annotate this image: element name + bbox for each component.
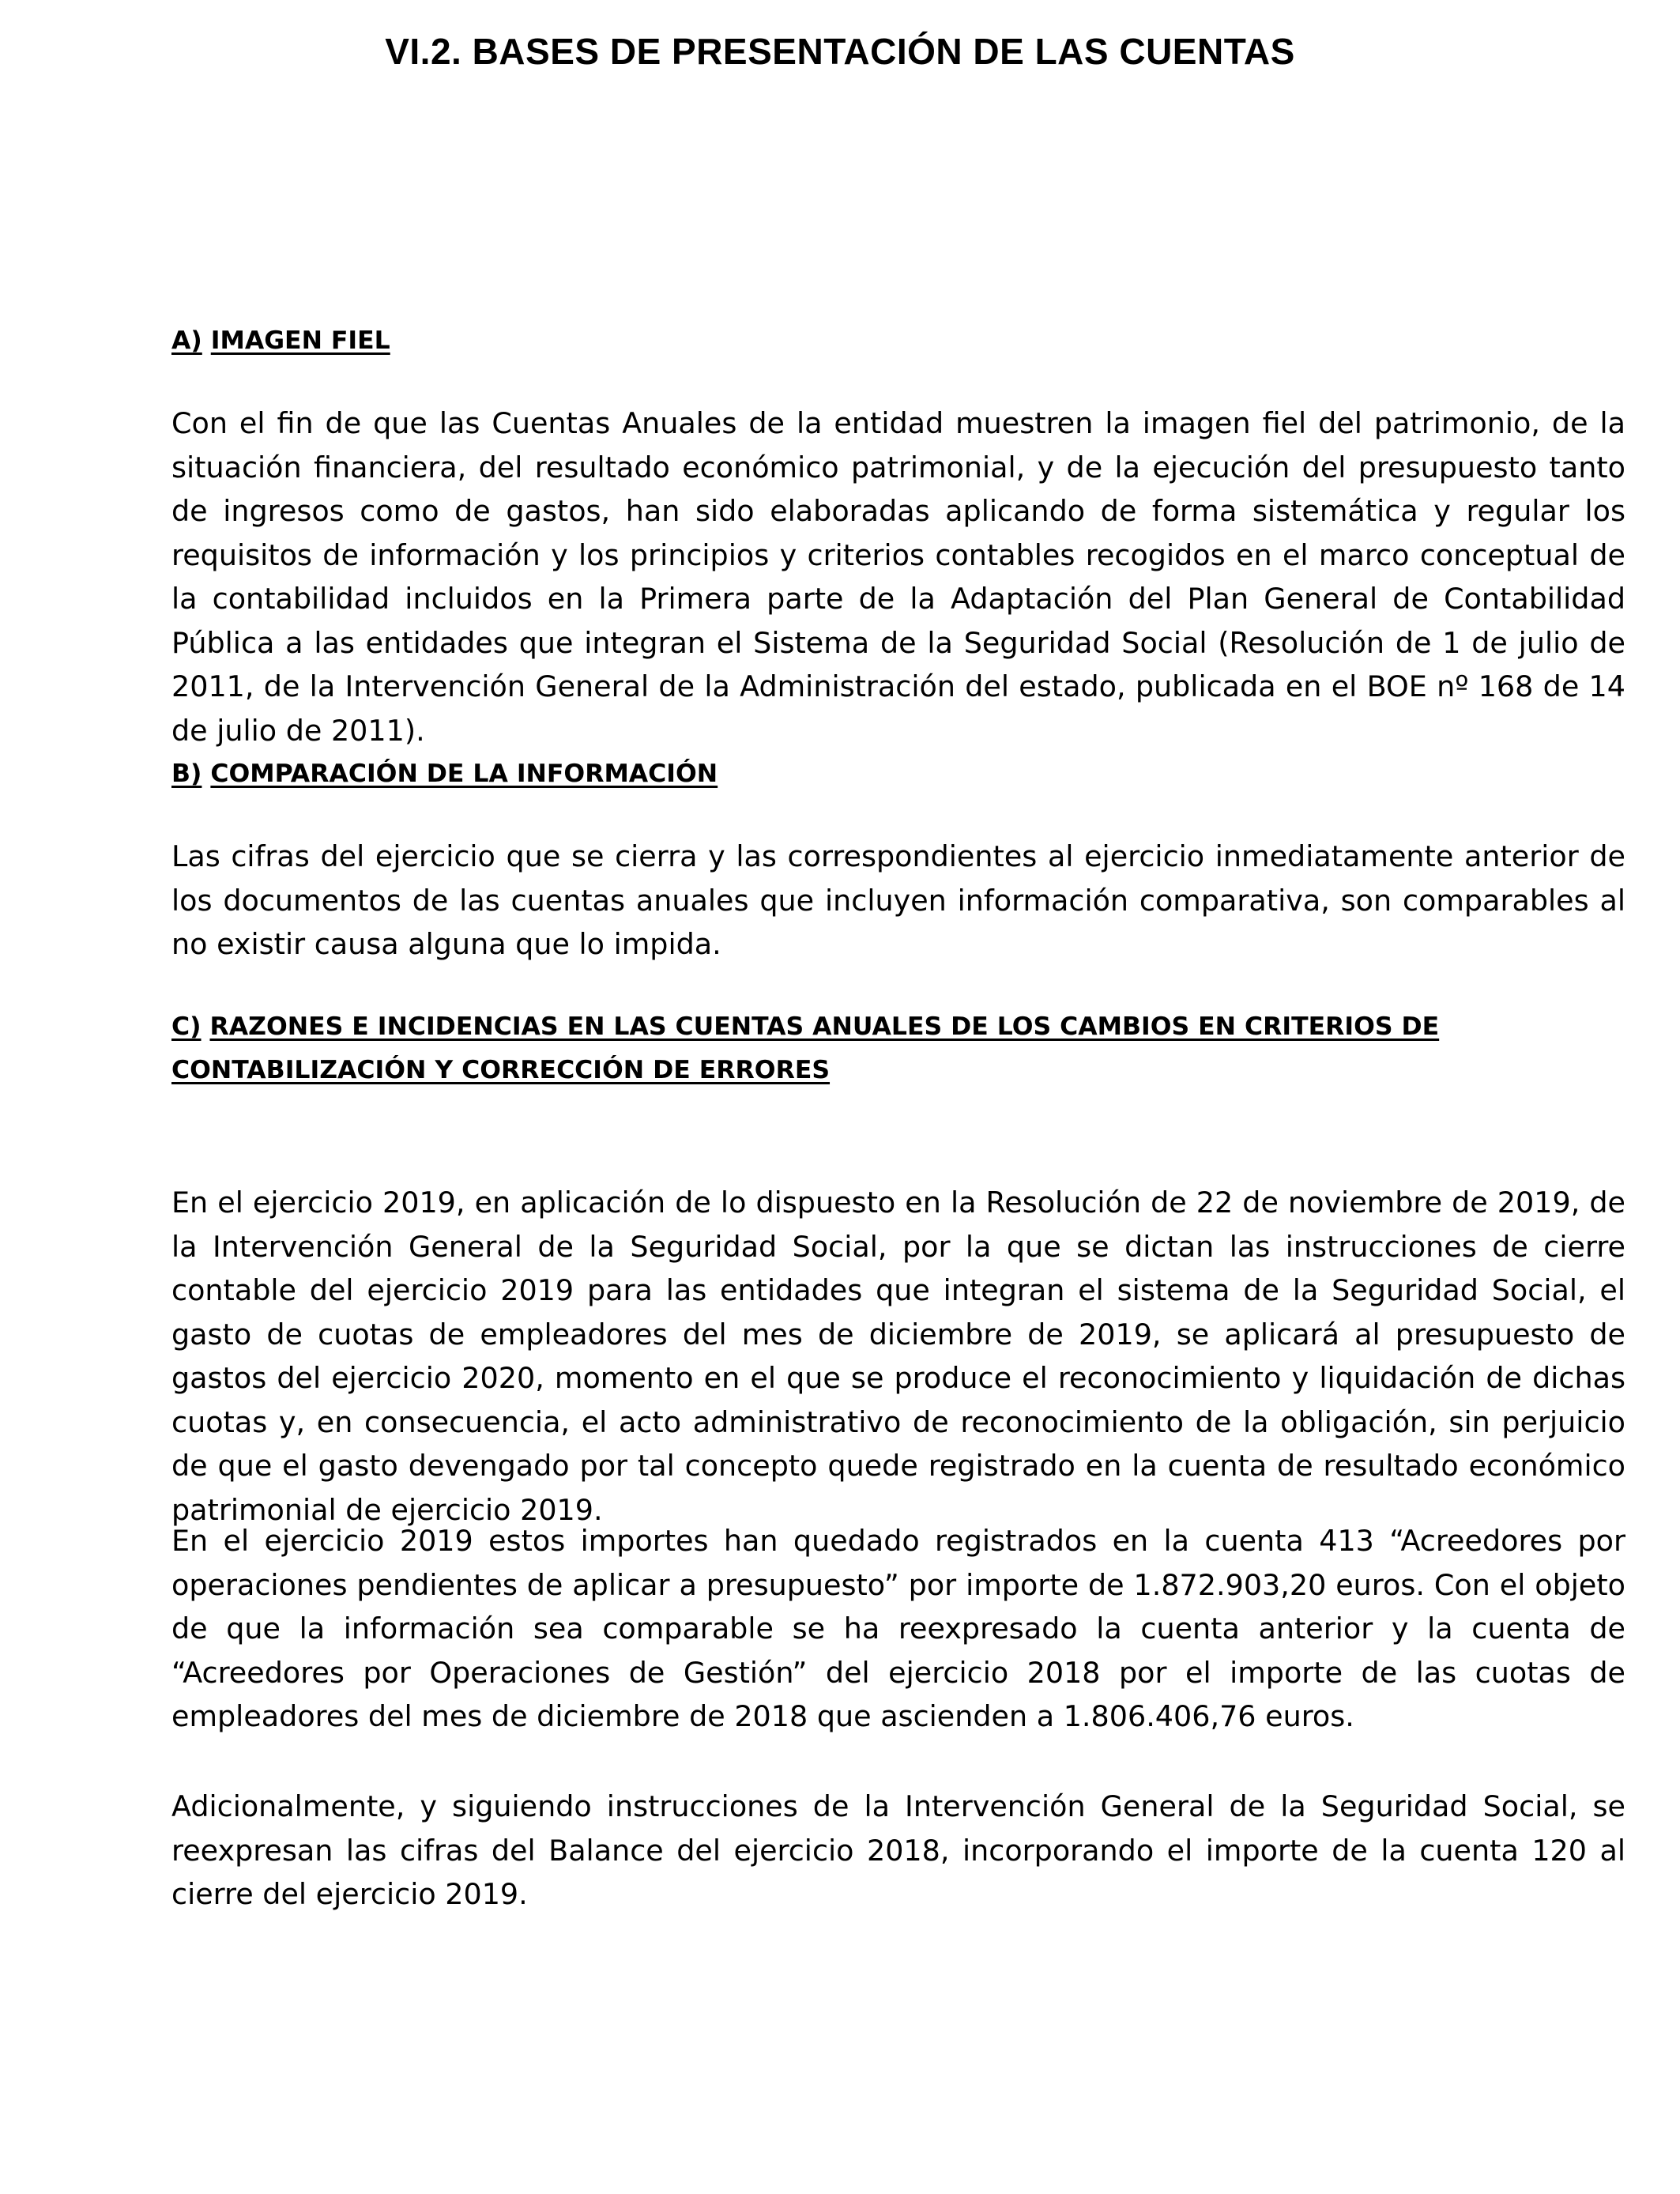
section-c-paragraph-1: En el ejercicio 2019, en aplicación de lo dispuesto en la Resolución de 22 de noviembre de 2019, de la Intervención General de la Seguridad Social, por la que se dictan las instrucciones de cierre contable del ejercicio 2019 para las entidades que integran el sistema de la Seguridad Social, el gasto de cuotas de empleadores del mes de diciembre de 2019, se aplicará al presupuesto de gastos del ejercicio 2020, momento en el que se produce el reconocimiento y liquidación de dichas cuotas y, en consecuencia, el acto administrativo de reconocimiento de la obligación, sin perjuicio de que el gasto devengado por tal concepto quede registrado en la cuenta de resultado económico patrimonial de ejercicio 2019. bbox=[171, 1186, 1625, 1527]
section-b-paragraph-1: Las cifras del ejercicio que se cierra y las correspondientes al ejercicio inmediatamente anterior de los documentos de las cuentas anuales que incluyen información comparativa, son comparables al no existir causa alguna que lo impida. bbox=[171, 839, 1625, 961]
section-a-paragraph-1: Con el fin de que las Cuentas Anuales de la entidad muestren la imagen fiel del patrimonio, de la situación financiera, del resultado económico patrimonial, y de la ejecución del presupuesto tanto de ingresos como de gastos, han sido elaboradas aplicando de forma sistemática y regular los requisitos de información y los principios y criterios contables recogidos en el marco conceptual de la contabilidad incluidos en la Primera parte de la Adaptación del Plan General de Contabilidad Pública a las entidades que integran el Sistema de la Seguridad Social (Resolución de 1 de julio de 2011, de la Intervención General de la Administración del estado, publicada en el BOE nº 168 de 14 de julio de 2011). bbox=[171, 406, 1625, 748]
section-b-title: COMPARACIÓN DE LA INFORMACIÓN bbox=[210, 760, 718, 788]
section-a-heading bbox=[171, 319, 1625, 363]
section-c-title: RAZONES E INCIDENCIAS EN LAS CUENTAS ANUALES DE LOS CAMBIOS EN CRITERIOS DE CONTABILIZACIÓN Y CORRECCIÓN DE ERRORES bbox=[171, 1012, 1440, 1084]
section-a-label: A) bbox=[171, 326, 202, 355]
section-a-title: IMAGEN FIEL bbox=[210, 326, 390, 355]
page-title: VI.2. BASES DE PRESENTACIÓN DE LAS CUENTAS bbox=[385, 31, 1295, 72]
section-b-label: B) bbox=[171, 760, 202, 788]
section-c-heading bbox=[171, 1005, 1625, 1092]
section-c-paragraph-3: Adicionalmente, y siguiendo instrucciones de la Intervención General de la Seguridad Social, se reexpresan las cifras del Balance del ejercicio 2018, incorporando el importe de la cuenta 120 al cierre del ejercicio 2019. bbox=[171, 1789, 1625, 1911]
section-c-paragraph-2: En el ejercicio 2019 estos importes han quedado registrados en la cuenta 413 “Acreedores por operaciones pendientes de aplicar a presupuesto” por importe de 1.872.903,20 euros. Con el objeto de que la información sea comparable se ha reexpresado la cuenta anterior y la cuenta de “Acreedores por Operaciones de Gestión” del ejercicio 2018 por el importe de las cuotas de empleadores del mes de diciembre de 2018 que ascienden a 1.806.406,76 euros. bbox=[171, 1524, 1625, 1733]
section-b-heading bbox=[171, 752, 1625, 796]
section-c-label: C) bbox=[171, 1012, 202, 1041]
